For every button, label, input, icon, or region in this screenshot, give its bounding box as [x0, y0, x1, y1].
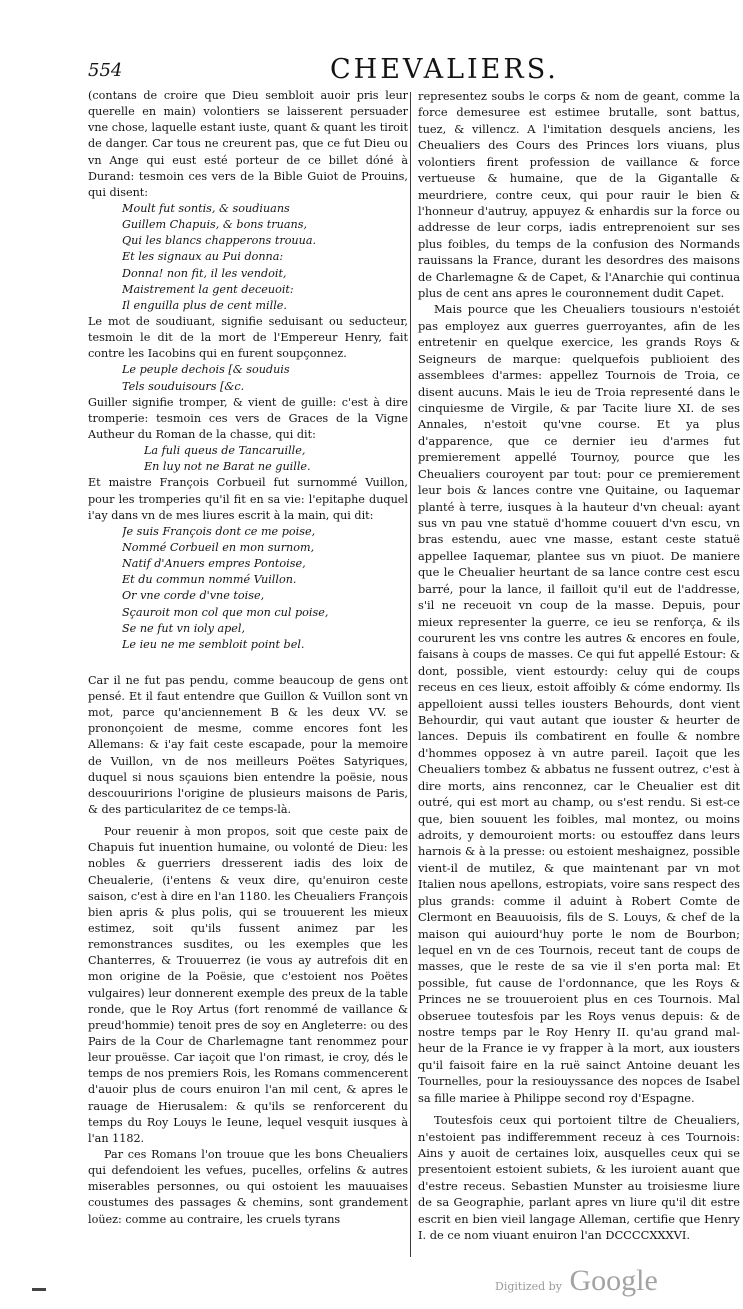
left-paragraph-4: Et maistre François Corbueil fut surnommé Vuillon, pour les tromperies qu'il fit en sa vie: l'epitaphe duquel i'ay dans vn de mes liures escrit à la main, qui dit:	[88, 476, 408, 522]
watermark-prefix: Digitized by	[495, 1280, 562, 1293]
verse-block-3	[144, 443, 408, 475]
left-paragraph-7: Par ces Romans l'on trouue que les bons Cheualiers qui defendoient les vefues, pucelles, orfelins & autres miserables personnes, ou qui ostoient les mauuaises coustumes des passages & chemins, sont grandement loüez: comme au contraire, les cruels tyrans	[88, 1148, 408, 1226]
left-paragraph-1: (contans de croire que Dieu sembloit auoir pris leur querelle en main) volontiers se laisserent persuader vne chose, laquelle estant iuste, quant & quant les tiroit de danger. Car tous ne creurent pas, que ce fut Dieu ou vn Ange qui eust esté porteur de ce billet dóné à Durand: tesmoin ces vers de la Bible Guiot de Prouins, qui disent:	[88, 89, 408, 199]
verse-line: Sçauroit mon col que mon cul poise,	[122, 605, 329, 619]
verse-line: Guillem Chapuis, & bons truans,	[122, 218, 308, 232]
column-divider	[410, 92, 411, 1257]
page-number: 554	[88, 60, 123, 81]
verse-line: Nommé Corbueil en mon surnom,	[122, 540, 315, 554]
epitaph-verse	[122, 524, 408, 653]
right-paragraph-1: representez soubs le corps & nom de geant, comme la force demesuree est estimee brutalle, sont battus, tuez, & villencz. A l'imitation desquels anciens, les Cheualiers des Cours des Princes lors viuans, plus volontiers firent profession de vaillance & force vertueuse & humaine, que de la Gigantalle & meurdriere, contre ceux, qui pour rauir le bien & l'honneur d'autruy, appuyez & enhardis sur la force ou addresse de leur corps, iadis entreprenoient sur ses plus foibles, du temps de la confusion des Normands rauissans la France, durant les desordres des maisons de Charlemagne & de Capet, & l'Anarchie qui continua plus de cent ans apres le couronnement dudit Capet.	[418, 89, 740, 301]
verse-block-2	[122, 362, 408, 394]
verse-line: En luy not ne Barat ne guille.	[144, 460, 311, 474]
left-paragraph-2: Le mot de soudiuant, signifie seduisant ou seducteur, tesmoin le dit de la mort de l'Empereur Henry, fait contre les Iacobins qui en furent soupçonnez.	[88, 314, 408, 361]
verse-line: Et les signaux au Pui donna:	[122, 250, 284, 264]
verse-line: Moult fut sontis, & soudiuans	[122, 201, 290, 215]
spacer	[88, 653, 408, 673]
verse-line: La fuli queus de Tancaruille,	[144, 444, 306, 458]
left-paragraph-3: Guiller signifie tromper, & vient de guille: c'est à dire tromperie: tesmoin ces vers de Graces de la Vigne Autheur du Roman de la chasse, qui dit:	[88, 395, 408, 441]
verse-line: Je suis François dont ce me poise,	[122, 524, 316, 538]
verse-line: Se ne fut vn ioly apel,	[122, 621, 246, 635]
left-paragraph-6: Pour reuenir à mon propos, soit que ceste paix de Chapuis fut inuention humaine, ou volonté de Dieu: les nobles & guerriers dresserent iadis des loix de Cheualerie, (i'entens & veux dire, qu'enuiron ceste saison, c'est à dire en l'an 1180. les Cheualiers François bien apris & plus polis, qui se trouuerent les mieux estimez, soit qu'ils fussent animez par les remonstrances susdites, ou les exemples que les Chanterres, & Trouuerrez (ie vous ay autrefois dit en mon origine de la Poësie, que c'estoient nos Poëtes vulgaires) leur donnerent exemple des preux de la table ronde, que le Roy Artus (fort renommé de vaillance & preud'hommie) tenoit pres de soy en Angleterre: ou des Pairs de la Cour de Charlemagne tant renommez pour leur prouësse. Car iaçoit que l'on rimast, ie croy, dés le temps de nos premiers Rois, les Romans commencerent d'auoir plus de cours enuiron l'an mil cent, & apres le rauage de Hierusalem: & qu'ils se renforcerent du temps du Roy Louys le Ieune, lequel vesquit iusques à l'an 1182.	[88, 825, 408, 1145]
verse-line: Or vne corde d'vne toise,	[122, 589, 265, 603]
verse-line: Le peuple dechois [& souduis	[122, 363, 290, 377]
verse-line: Maistrement la gent deceuoit:	[122, 282, 294, 296]
right-paragraph-3: Toutesfois ceux qui portoient tiltre de Cheualiers, n'estoient pas indifferemment receuz à ces Tournois: Ains y auoit de certaines loix, ausquelles ceux qui se presentoient estoient subiets, & les iuroient auant que d'estre receus. Sebastien Munster au troisiesme liure de sa Geographie, parlant apres vn liure qu'il dit estre escrit en bien vieil langage Alleman, certifie que Henry I. de ce nom viuant enuiron l'an DCCCCXXXVI.	[418, 1113, 740, 1243]
scan-corner-mark	[32, 1288, 46, 1291]
verse-line: Le ieu ne me sembloit point bel.	[122, 637, 305, 651]
verse-line: Et du commun nommé Vuillon.	[122, 573, 297, 587]
verse-line: Tels souduisours [&c.	[122, 379, 245, 393]
verse-line: Qui les blancs chapperons trouua.	[122, 234, 317, 248]
right-column	[418, 88, 740, 1244]
digitized-by-google-watermark	[495, 1264, 658, 1298]
left-paragraph-5: Car il ne fut pas pendu, comme beaucoup de gens ont pensé. Et il faut entendre que Guillon & Vuillon sont vn mot, parce qu'anciennement B & les deux VV. se prononçoient de mesme, comme encores font les Allemans: & i'ay fait ceste escapade, pour la memoire de Vuillon, vn de nos meilleurs Poëtes Satyriques, duquel si nous sçauions bien entendre la poësie, nous descouuririons l'origine de plusieurs maisons de Paris, & des particularitez de ce temps-là.	[88, 673, 408, 817]
running-head: CHEVALIERS.	[330, 54, 559, 85]
verse-block-1	[122, 201, 408, 314]
verse-line: Donna! non fit, il les vendoit,	[122, 266, 287, 280]
right-paragraph-2: Mais pource que les Cheualiers tousiours n'estoiét pas employez aux guerres guerroyantes, afin de les entretenir en quelque exercice, les grands Roys & Seigneurs de marque: quelquefois publioient des assemblees d'armes: appellez Tournois de Troia, ce disent aucuns. Mais le ieu de Troia representé dans le cinquiesme de Virgile, & par Tacite liure XI. de ses Annales, n'estoit qu'vne course. Et ya plus d'apparence, que ce dernier ieu d'armes fut premierement appellé Tournoy, pource que les Cheualiers couroyent par tout: pour ce premierement leur bois & lances contre vne Quitaine, ou Iaquemar planté à terre, iusques à la hauteur d'vn cheual: ayant sus vn pau vne statuë d'homme couuert d'vn escu, vn bras estendu, auec vne masse, estant ceste statuë appellee Iaquemar, plantee sus vn piuot. De maniere que le Cheualier heurtant de sa lance contre cest escu barré, pour la lance, il failloit qu'il eut de l'addresse, s'il ne receuoit vn coup de la masse. Depuis, pour mieux representer la guerre, ce ieu se renforça, & ils coururent les vns contre les autres & encores en foule, faisans à coups de masses. Ce qui fut appellé Estour: & dont, possible, vient estourdy: celuy qui de coups receus en ces lieux, estoit affoibly & cóme endormy. Ils appelloient aussi telles iousters Behourds, dont vient Behourdir, qui vaut autant que iouster & heurter de lances. Depuis ils combatirent en foulle & nombre d'hommes opposez à vn autre pareil. Iaçoit que les Cheualiers tombez & abbatus ne fussent outrez, c'est à dire morts, ains renconnez, car le Cheualier est dit outré, qui est mort au champ, ou s'est rendu. Si est-ce que, bien souuent les foibles, mal montez, ou moins adroits, y demouroient morts: ou estouffez dans leurs harnois & à la presse: ou estoient meshaignez, possible vient-il de mutilez, & que maintenant par vn mot Italien nous apellons, estropiats, voire sans respect des plus grands: comme il aduint à Robert Comte de Clermont en Beauuoisis, fils de S. Louys, & chef de la maison qui auiourd'huy porte le nom de Bourbon; lequel en vn de ces Tournois, receut tant de coups de masses, que le reste de sa vie il s'en porta mal: Et possible, fut cause de l'ordonnance, que les Roys & Princes ne se trouueroient plus en ces Tournois. Mal obseruee toutesfois par les Roys venus depuis: & de nostre temps par le Roy Henry II. qu'au grand mal-heur de la France ie vy frapper à la mort, aux iousters qu'il faisoit faire en la ruë sainct Antoine deuant les Tournelles, pour la resiouyssance des nopces de Isabel sa fille mariee à Philippe second roy d'Espagne.	[418, 302, 740, 1105]
verse-line: Il enguilla plus de cent mille.	[122, 298, 287, 312]
watermark-brand: Google	[569, 1264, 658, 1297]
verse-line: Natif d'Anuers empres Pontoise,	[122, 557, 306, 571]
left-column	[88, 88, 408, 1228]
